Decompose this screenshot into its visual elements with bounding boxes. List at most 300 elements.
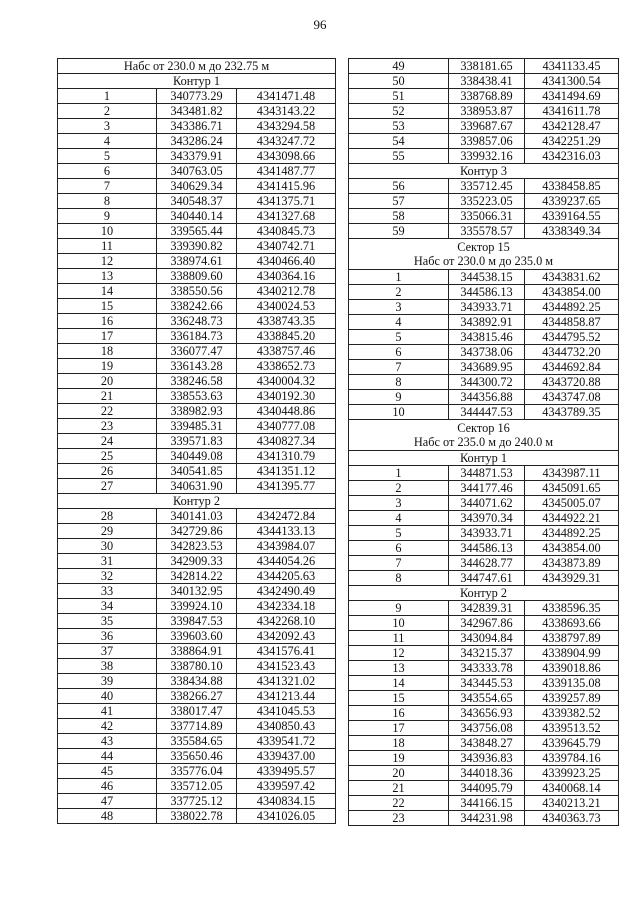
y-coordinate: 4338743.35 xyxy=(237,314,336,329)
sector-header xyxy=(349,420,619,451)
y-coordinate: 4344692.84 xyxy=(525,360,619,375)
table-row xyxy=(58,479,336,494)
table-row xyxy=(349,511,619,526)
table-row xyxy=(58,329,336,344)
table-row xyxy=(349,481,619,496)
x-coordinate: 344231.98 xyxy=(449,811,525,826)
y-coordinate: 4338904.99 xyxy=(525,646,619,661)
table-row xyxy=(349,526,619,541)
table-row xyxy=(58,779,336,794)
point-number: 8 xyxy=(58,194,157,209)
x-coordinate: 335776.04 xyxy=(157,764,237,779)
x-coordinate: 340141.03 xyxy=(157,509,237,524)
table-row xyxy=(58,239,336,254)
table-row xyxy=(349,390,619,405)
y-coordinate: 4340068.14 xyxy=(525,781,619,796)
table-row xyxy=(349,285,619,300)
x-coordinate: 343970.34 xyxy=(449,511,525,526)
point-number: 30 xyxy=(58,539,157,554)
y-coordinate: 4344922.21 xyxy=(525,511,619,526)
table-row xyxy=(349,691,619,706)
y-coordinate: 4340364.16 xyxy=(237,269,336,284)
x-coordinate: 339565.44 xyxy=(157,224,237,239)
x-coordinate: 336077.47 xyxy=(157,344,237,359)
point-number: 33 xyxy=(58,584,157,599)
sector-height-range: Набс от 235.0 м до 240.0 м xyxy=(413,435,554,449)
point-number: 22 xyxy=(349,796,449,811)
contour-header xyxy=(58,494,336,509)
table-row xyxy=(349,330,619,345)
sector-header-row xyxy=(349,239,619,270)
table-row xyxy=(58,209,336,224)
y-coordinate: 4342092.43 xyxy=(237,629,336,644)
y-coordinate: 4341300.54 xyxy=(525,74,619,89)
table-row xyxy=(349,556,619,571)
y-coordinate: 4338596.35 xyxy=(525,601,619,616)
y-coordinate: 4342268.10 xyxy=(237,614,336,629)
y-coordinate: 4341523.43 xyxy=(237,659,336,674)
x-coordinate: 343815.46 xyxy=(449,330,525,345)
point-number: 19 xyxy=(349,751,449,766)
y-coordinate: 4340850.43 xyxy=(237,719,336,734)
table-row xyxy=(349,466,619,481)
x-coordinate: 339687.67 xyxy=(449,119,525,134)
table-row xyxy=(58,254,336,269)
table-row xyxy=(349,541,619,556)
point-number: 5 xyxy=(349,330,449,345)
table-row xyxy=(58,164,336,179)
point-number: 17 xyxy=(349,721,449,736)
point-number: 5 xyxy=(349,526,449,541)
table-row xyxy=(349,179,619,194)
y-coordinate: 4342472.84 xyxy=(237,509,336,524)
table-row xyxy=(58,404,336,419)
y-coordinate: 4344858.87 xyxy=(525,315,619,330)
x-coordinate: 337714.89 xyxy=(157,719,237,734)
x-coordinate: 342967.86 xyxy=(449,616,525,631)
x-coordinate: 338982.93 xyxy=(157,404,237,419)
contour-header xyxy=(58,74,336,89)
table-row xyxy=(349,496,619,511)
y-coordinate: 4340845.73 xyxy=(237,224,336,239)
point-number: 16 xyxy=(58,314,157,329)
table-row xyxy=(58,554,336,569)
table-row xyxy=(349,194,619,209)
x-coordinate: 335584.65 xyxy=(157,734,237,749)
x-coordinate: 344586.13 xyxy=(449,541,525,556)
y-coordinate: 4341310.79 xyxy=(237,449,336,464)
y-coordinate: 4343984.07 xyxy=(237,539,336,554)
x-coordinate: 343333.78 xyxy=(449,661,525,676)
y-coordinate: 4339645.79 xyxy=(525,736,619,751)
x-coordinate: 342729.86 xyxy=(157,524,237,539)
x-coordinate: 340440.14 xyxy=(157,209,237,224)
y-coordinate: 4343873.89 xyxy=(525,556,619,571)
contour-header-text: Контур 2 xyxy=(349,586,619,601)
x-coordinate: 340631.90 xyxy=(157,479,237,494)
point-number: 6 xyxy=(349,541,449,556)
table-row xyxy=(349,104,619,119)
table-row xyxy=(349,676,619,691)
y-coordinate: 4338757.46 xyxy=(237,344,336,359)
point-number: 7 xyxy=(58,179,157,194)
y-coordinate: 4345091.65 xyxy=(525,481,619,496)
point-number: 38 xyxy=(58,659,157,674)
x-coordinate: 343379.91 xyxy=(157,149,237,164)
y-coordinate: 4338797.89 xyxy=(525,631,619,646)
y-coordinate: 4343854.00 xyxy=(525,285,619,300)
point-number: 1 xyxy=(349,270,449,285)
point-number: 13 xyxy=(349,661,449,676)
table-row xyxy=(58,179,336,194)
y-coordinate: 4342251.29 xyxy=(525,134,619,149)
point-number: 49 xyxy=(349,59,449,74)
y-coordinate: 4340212.78 xyxy=(237,284,336,299)
point-number: 4 xyxy=(58,134,157,149)
table-title xyxy=(58,59,336,74)
x-coordinate: 335066.31 xyxy=(449,209,525,224)
table-row xyxy=(58,734,336,749)
y-coordinate: 4339513.52 xyxy=(525,721,619,736)
point-number: 21 xyxy=(349,781,449,796)
x-coordinate: 344356.88 xyxy=(449,390,525,405)
table-row xyxy=(349,736,619,751)
x-coordinate: 343689.95 xyxy=(449,360,525,375)
table-row xyxy=(349,766,619,781)
point-number: 35 xyxy=(58,614,157,629)
table-row xyxy=(58,269,336,284)
y-coordinate: 4342316.03 xyxy=(525,149,619,164)
x-coordinate: 336184.73 xyxy=(157,329,237,344)
y-coordinate: 4343789.35 xyxy=(525,405,619,420)
x-coordinate: 339847.53 xyxy=(157,614,237,629)
point-number: 34 xyxy=(58,599,157,614)
table-row xyxy=(58,644,336,659)
point-number: 6 xyxy=(58,164,157,179)
x-coordinate: 338017.47 xyxy=(157,704,237,719)
point-number: 36 xyxy=(58,629,157,644)
x-coordinate: 344071.62 xyxy=(449,496,525,511)
point-number: 3 xyxy=(58,119,157,134)
table-row xyxy=(58,539,336,554)
point-number: 7 xyxy=(349,360,449,375)
y-coordinate: 4340834.15 xyxy=(237,794,336,809)
x-coordinate: 338550.56 xyxy=(157,284,237,299)
y-coordinate: 4344054.26 xyxy=(237,554,336,569)
x-coordinate: 343094.84 xyxy=(449,631,525,646)
x-coordinate: 344447.53 xyxy=(449,405,525,420)
x-coordinate: 343848.27 xyxy=(449,736,525,751)
y-coordinate: 4343854.00 xyxy=(525,541,619,556)
table-row xyxy=(58,449,336,464)
y-coordinate: 4340363.73 xyxy=(525,811,619,826)
contour-header-text: Контур 2 xyxy=(58,494,336,509)
x-coordinate: 343756.08 xyxy=(449,721,525,736)
point-number: 14 xyxy=(58,284,157,299)
x-coordinate: 343933.71 xyxy=(449,300,525,315)
table-row xyxy=(349,781,619,796)
y-coordinate: 4341327.68 xyxy=(237,209,336,224)
x-coordinate: 338809.60 xyxy=(157,269,237,284)
table-row xyxy=(349,616,619,631)
table-row xyxy=(58,569,336,584)
y-coordinate: 4339257.89 xyxy=(525,691,619,706)
point-number: 25 xyxy=(58,449,157,464)
point-number: 31 xyxy=(58,554,157,569)
y-coordinate: 4344732.20 xyxy=(525,345,619,360)
point-number: 5 xyxy=(58,149,157,164)
point-number: 44 xyxy=(58,749,157,764)
x-coordinate: 340541.85 xyxy=(157,464,237,479)
page-number: 96 xyxy=(313,17,327,32)
y-coordinate: 4342490.49 xyxy=(237,584,336,599)
point-number: 46 xyxy=(58,779,157,794)
y-coordinate: 4344133.13 xyxy=(237,524,336,539)
x-coordinate: 344177.46 xyxy=(449,481,525,496)
point-number: 23 xyxy=(349,811,449,826)
sector-header xyxy=(349,239,619,270)
x-coordinate: 338953.87 xyxy=(449,104,525,119)
x-coordinate: 336143.28 xyxy=(157,359,237,374)
contour-header xyxy=(349,164,619,179)
y-coordinate: 4341415.96 xyxy=(237,179,336,194)
x-coordinate: 335650.46 xyxy=(157,749,237,764)
x-coordinate: 340763.05 xyxy=(157,164,237,179)
point-number: 20 xyxy=(349,766,449,781)
table-row xyxy=(58,719,336,734)
table-row xyxy=(349,270,619,285)
table-row xyxy=(58,809,336,824)
point-number: 59 xyxy=(349,224,449,239)
table-row xyxy=(349,74,619,89)
x-coordinate: 344586.13 xyxy=(449,285,525,300)
y-coordinate: 4339018.86 xyxy=(525,661,619,676)
y-coordinate: 4344892.25 xyxy=(525,300,619,315)
table-row xyxy=(349,209,619,224)
sector-height-range: Набс от 230.0 м до 235.0 м xyxy=(413,254,554,268)
point-number: 18 xyxy=(349,736,449,751)
table-row xyxy=(349,706,619,721)
point-number: 3 xyxy=(349,496,449,511)
y-coordinate: 4343929.31 xyxy=(525,571,619,586)
table-row xyxy=(58,704,336,719)
x-coordinate: 339932.16 xyxy=(449,149,525,164)
table-row xyxy=(349,149,619,164)
y-coordinate: 4339164.55 xyxy=(525,209,619,224)
table-row xyxy=(58,419,336,434)
table-row xyxy=(58,119,336,134)
table-row xyxy=(58,359,336,374)
x-coordinate: 339857.06 xyxy=(449,134,525,149)
x-coordinate: 338438.41 xyxy=(449,74,525,89)
table-title-text: Набс от 230.0 м до 232.75 м xyxy=(58,59,336,74)
x-coordinate: 343386.71 xyxy=(157,119,237,134)
y-coordinate: 4339597.42 xyxy=(237,779,336,794)
table-row xyxy=(58,764,336,779)
y-coordinate: 4345005.07 xyxy=(525,496,619,511)
table-row xyxy=(349,315,619,330)
y-coordinate: 4341133.45 xyxy=(525,59,619,74)
point-number: 15 xyxy=(58,299,157,314)
y-coordinate: 4341611.78 xyxy=(525,104,619,119)
x-coordinate: 340773.29 xyxy=(157,89,237,104)
table-row xyxy=(349,751,619,766)
table-row xyxy=(58,314,336,329)
x-coordinate: 336248.73 xyxy=(157,314,237,329)
y-coordinate: 4343747.08 xyxy=(525,390,619,405)
y-coordinate: 4340448.86 xyxy=(237,404,336,419)
point-number: 2 xyxy=(349,285,449,300)
table-row xyxy=(349,119,619,134)
y-coordinate: 4341045.53 xyxy=(237,704,336,719)
point-number: 37 xyxy=(58,644,157,659)
y-coordinate: 4339437.00 xyxy=(237,749,336,764)
y-coordinate: 4340192.30 xyxy=(237,389,336,404)
table-row xyxy=(349,134,619,149)
table-row xyxy=(58,689,336,704)
point-number: 4 xyxy=(349,315,449,330)
x-coordinate: 343445.53 xyxy=(449,676,525,691)
point-number: 12 xyxy=(58,254,157,269)
point-number: 53 xyxy=(349,119,449,134)
table-row xyxy=(349,631,619,646)
y-coordinate: 4341321.02 xyxy=(237,674,336,689)
x-coordinate: 343933.71 xyxy=(449,526,525,541)
point-number: 24 xyxy=(58,434,157,449)
x-coordinate: 340132.95 xyxy=(157,584,237,599)
x-coordinate: 343286.24 xyxy=(157,134,237,149)
x-coordinate: 340548.37 xyxy=(157,194,237,209)
y-coordinate: 4341026.05 xyxy=(237,809,336,824)
table-row xyxy=(58,224,336,239)
x-coordinate: 339571.83 xyxy=(157,434,237,449)
point-number: 10 xyxy=(58,224,157,239)
y-coordinate: 4343247.72 xyxy=(237,134,336,149)
y-coordinate: 4340004.32 xyxy=(237,374,336,389)
table-row xyxy=(58,584,336,599)
point-number: 10 xyxy=(349,616,449,631)
point-number: 9 xyxy=(58,209,157,224)
x-coordinate: 344747.61 xyxy=(449,571,525,586)
x-coordinate: 338181.65 xyxy=(449,59,525,74)
point-number: 26 xyxy=(58,464,157,479)
x-coordinate: 339603.60 xyxy=(157,629,237,644)
y-coordinate: 4341494.69 xyxy=(525,89,619,104)
table-row xyxy=(349,646,619,661)
table-row xyxy=(349,571,619,586)
point-number: 45 xyxy=(58,764,157,779)
point-number: 11 xyxy=(58,239,157,254)
point-number: 17 xyxy=(58,329,157,344)
contour-header-text: Контур 3 xyxy=(349,164,619,179)
contour-header xyxy=(349,586,619,601)
x-coordinate: 335223.05 xyxy=(449,194,525,209)
table-row xyxy=(58,434,336,449)
point-number: 20 xyxy=(58,374,157,389)
table-row xyxy=(58,374,336,389)
x-coordinate: 343936.83 xyxy=(449,751,525,766)
point-number: 48 xyxy=(58,809,157,824)
x-coordinate: 335578.57 xyxy=(449,224,525,239)
sector-title: Сектор 15 xyxy=(457,240,510,254)
table-row xyxy=(58,149,336,164)
table-row xyxy=(58,509,336,524)
table-row xyxy=(58,674,336,689)
y-coordinate: 4341375.71 xyxy=(237,194,336,209)
x-coordinate: 335712.05 xyxy=(157,779,237,794)
table-row xyxy=(58,629,336,644)
table-row xyxy=(58,524,336,539)
point-number: 29 xyxy=(58,524,157,539)
point-number: 47 xyxy=(58,794,157,809)
x-coordinate: 343215.37 xyxy=(449,646,525,661)
x-coordinate: 340449.08 xyxy=(157,449,237,464)
y-coordinate: 4340466.40 xyxy=(237,254,336,269)
point-number: 51 xyxy=(349,89,449,104)
x-coordinate: 342909.33 xyxy=(157,554,237,569)
point-number: 39 xyxy=(58,674,157,689)
x-coordinate: 342814.22 xyxy=(157,569,237,584)
y-coordinate: 4340742.71 xyxy=(237,239,336,254)
y-coordinate: 4339237.65 xyxy=(525,194,619,209)
x-coordinate: 344538.15 xyxy=(449,270,525,285)
y-coordinate: 4340827.34 xyxy=(237,434,336,449)
y-coordinate: 4338458.85 xyxy=(525,179,619,194)
y-coordinate: 4342128.47 xyxy=(525,119,619,134)
point-number: 27 xyxy=(58,479,157,494)
table-row xyxy=(58,749,336,764)
point-number: 8 xyxy=(349,375,449,390)
x-coordinate: 338864.91 xyxy=(157,644,237,659)
x-coordinate: 338246.58 xyxy=(157,374,237,389)
table-row xyxy=(349,360,619,375)
table-row xyxy=(58,389,336,404)
point-number: 52 xyxy=(349,104,449,119)
table-row xyxy=(58,104,336,119)
point-number: 16 xyxy=(349,706,449,721)
point-number: 3 xyxy=(349,300,449,315)
point-number: 8 xyxy=(349,571,449,586)
table-row xyxy=(349,796,619,811)
point-number: 40 xyxy=(58,689,157,704)
point-number: 9 xyxy=(349,390,449,405)
y-coordinate: 4341213.44 xyxy=(237,689,336,704)
table-row xyxy=(349,811,619,826)
x-coordinate: 343656.93 xyxy=(449,706,525,721)
point-number: 1 xyxy=(349,466,449,481)
point-number: 7 xyxy=(349,556,449,571)
x-coordinate: 338242.66 xyxy=(157,299,237,314)
point-number: 21 xyxy=(58,389,157,404)
y-coordinate: 4339541.72 xyxy=(237,734,336,749)
x-coordinate: 337725.12 xyxy=(157,794,237,809)
y-coordinate: 4344892.25 xyxy=(525,526,619,541)
y-coordinate: 4344205.63 xyxy=(237,569,336,584)
y-coordinate: 4338349.34 xyxy=(525,224,619,239)
point-number: 43 xyxy=(58,734,157,749)
x-coordinate: 338022.78 xyxy=(157,809,237,824)
table-row xyxy=(58,464,336,479)
x-coordinate: 340629.34 xyxy=(157,179,237,194)
y-coordinate: 4343831.62 xyxy=(525,270,619,285)
x-coordinate: 338974.61 xyxy=(157,254,237,269)
point-number: 12 xyxy=(349,646,449,661)
point-number: 50 xyxy=(349,74,449,89)
x-coordinate: 344166.15 xyxy=(449,796,525,811)
point-number: 42 xyxy=(58,719,157,734)
x-coordinate: 338780.10 xyxy=(157,659,237,674)
point-number: 23 xyxy=(58,419,157,434)
